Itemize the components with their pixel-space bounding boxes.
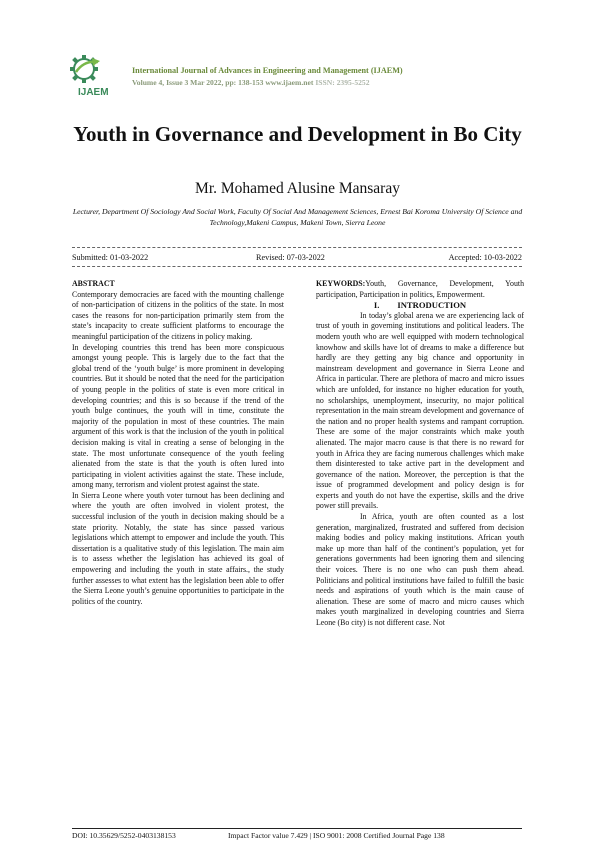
section-heading-introduction xyxy=(316,300,524,311)
abstract-paragraph: In Sierra Leone where youth voter turnout has been declining and where the youth are often involved in violent protest, the successful inclusion of the youth in decision making should be a state priority. Notably, the state has since passed various legislations which attempt to empower and include the youth. This dissertation is a qualitative study of this legislation. The main aim is to assess whether the legislation has achieved its goal of empowering and including the youth in state affairs., the study further assesses to what extent has the legislation been able to offer the Sierra Leone youth’s genuine opportunities to participate in the politics of the country. xyxy=(72,490,284,606)
abstract-paragraph: Contemporary democracies are faced with the mounting challenge of non-participation of citizens in the politics of the state. In most cases the reasons for non-participation primarily stem from the state’s incapacity to create sufficient platforms to encourage the meaningful participation of the citizens in policy making. xyxy=(72,289,284,341)
keywords-text: Youth, Governance, Development, Youth participation, Participation in politics, Empowerment. xyxy=(316,279,524,299)
intro-paragraph: In today’s global arena we are experiencing lack of trust of youth in governing institutions and political leaders. The modern youth who are well equipped with modern technological knowhow and skills have lot of dreams to make a difference but hardly are they getting any big chance and opportunity in mainstream development and governance in Sierra Leone and Africa in particular. There are plethora of macro and micro issues which are unfolded, for instance no higher education for youth, no scholarships, unemployment, insecurity, no major political representation in the main stream development and governance of the nation and no proper health systems and rampant corruption. These are some of the major constraints which make youth alienated. The major macro cause is that there is no reward for youth in Africa they are facing numerous challenges which make them disinterested to take active part in the development and governance of the nation. Moreover, the perception is that the issue of programmed development and policy design is for experts and youth do not have the expertise, skills and the drive power still prevails. xyxy=(316,310,524,511)
abstract-heading: ABSTRACT xyxy=(72,279,115,288)
footer-impact-page: Impact Factor value 7.429 | ISO 9001: 2008 Certified Journal Page 138 xyxy=(228,831,445,840)
divider-bottom xyxy=(72,266,522,267)
issn: ISSN: 2395-5252 xyxy=(315,78,370,87)
author-affiliation: Lecturer, Department Of Sociology And Social Work, Faculty Of Social And Management Sciences, Ernest Bai Koroma University Of Science and Technology,Makeni Campus, Makeni Town, Sierra Leone xyxy=(72,207,523,227)
ijaem-logo xyxy=(62,52,116,98)
journal-name: International Journal of Advances in Engineering and Management (IJAEM) xyxy=(132,66,403,75)
section-number: I. xyxy=(373,300,380,311)
footer-divider xyxy=(72,828,522,829)
keywords-label: KEYWORDS: xyxy=(316,279,366,288)
doi: DOI: 10.35629/5252-0403138153 xyxy=(72,831,176,840)
abstract-paragraph: In developing countries this trend has been more conspicuous amongst young people. This is largely due to the fact that the global trend of the ‘youth bulge’ is more prominent in developing countries. But it should be noted that the need for the participation of young people in the politics of state is even more critical in developing countries; and this is so because if the trend of the youth bulge continues, the youth will in time, constitute the majority of the population in most of these countries. The main argument of this work is that the inclusion of the youth in political decision making is vital in creating a sense of belonging in the state. The most unfortunate consequence of the youth feeling alienated from the state is that the youth is often lured into participating in violent activities against the state. These include, among many, terrorism and violent protest against the state. xyxy=(72,342,284,490)
divider-top xyxy=(72,247,522,248)
paper-title: Youth in Governance and Development in Bo City xyxy=(73,122,522,146)
section-title: INTRODUCTION xyxy=(397,300,467,311)
svg-text:IJAEM: IJAEM xyxy=(78,87,109,98)
accepted-date: Accepted: 10-03-2022 xyxy=(448,253,522,262)
submitted-date: Submitted: 01-03-2022 xyxy=(72,253,149,262)
keywords xyxy=(316,279,524,300)
journal-issue-info xyxy=(132,78,370,87)
author-name: Mr. Mohamed Alusine Mansaray xyxy=(195,180,400,197)
intro-paragraph: In Africa, youth are often counted as a lost generation, marginalized, frustrated and suffered from decision making bodies and policy making institutions. African youth make up more than half of the continent’s population, yet for generations governments had been ignoring them and silencing their voices. There is no one who can push them ahead. Politicians and political institutions have failed to fulfill the basic needs and aspirations of youth which is the main cause of alienation. These are some of macro and micro causes which makes youth marginalized in developing countries and Sierra Leone (Bo city) is not different case. Not xyxy=(316,512,524,627)
revised-date: Revised: 07-03-2022 xyxy=(256,253,325,262)
issue-details: Volume 4, Issue 3 Mar 2022, pp: 138-153 www.ijaem.net xyxy=(132,78,314,87)
intro-column xyxy=(316,279,524,629)
abstract-column xyxy=(72,279,284,607)
